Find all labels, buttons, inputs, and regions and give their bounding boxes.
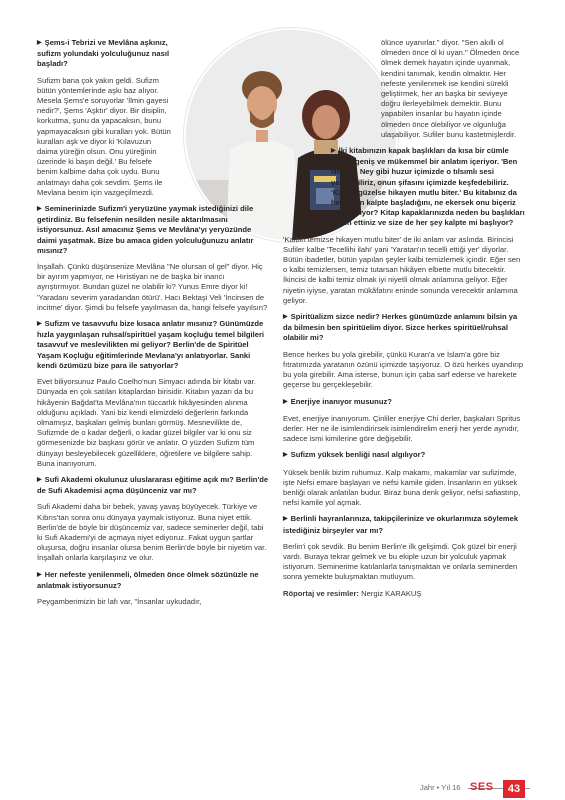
credit-label: Röportaj ve resimler: [283, 588, 359, 598]
answer-9: Yüksek benlik bizim ruhumuz. Kalp makamı, makamlar var sufizimde, işte Nefsi emare başlayan ve nefsi kamile giden. İnsanların en yüksek benliği olarak anlatılan budur. Biraz buna denk geliyor, nefsi safiastırıp, nefsi kamile yol açmak. [283, 467, 521, 508]
question-7: ▶ Spiritüalizm sizce nedir? Herkes günümüzde anlamını bilsin ya da bilmesin ben spiritüelim diyor. Sizce herkes spiritüel/ruhsal olabilir mi? [283, 312, 525, 344]
answer-2: İnşallah. Çünkü düşünsenize Mevlâna "Ne olursan ol gel" diyor. Hiç bir ayırım yapmıyor, ne Hıristiyan ne de başka bir inancı ayrıştırmıyor. Bundan güzel ne olabilir ki? Yunus Emre diyor ki! 'Yaradanı severim yaradandan ötürü'. Hacı Bektaşi Veli 'İncinsen de incitme' diyor. Şimdi bu felsefe yayılmasın da, hangi felsefe yayılsın? [37, 262, 268, 312]
question-4: ▶ Sufi Akademi okulunuz uluslararası eğitime açık mı? Berlin'de de Sufi Akademisi açma düşünceniz var mı? [37, 475, 269, 496]
question-6: ▶ İki kitabınızın kapak başlıkları da kısa bir cümle içinde geniş ve mükemmel bir anlatım içeriyor. 'Ben Neyim', Ney gibi huzur içimizde o tılsımlı sesi yaratabiliriz, onun şifasını içimizde keşfedebiliriz. 'Kalbin güzelse hikayen mutlu biter.' Bu kitabınız da her şeyin kalpte başladığını, ne ekersek onu biçeriz mi anlatıyor? Kitap kapaklarınızda neden bu başlıkları tercih ettiniz ve size de her şey kalpte mi başlıyor? [331, 146, 525, 229]
question-10: ▶ Berlinli hayranlarınıza, takipçilerinize ve okurlarımıza söylemek istediğiniz birşeyler var mı? [283, 514, 525, 535]
answer-5-start: Peygamberimizin bir lafı var, "İnsanlar uykudadır, [37, 596, 202, 606]
credit-name: Nergiz KARAKUŞ [361, 588, 422, 598]
answer-5-continued: ölünce uyanırlar." diyor. "Sen akıllı ol ölmeden önce öl ki uyan." Ölmeden önce ölmek demek hayatın içinde uyanmak, kendini tanımak, kendin olmaktır. Her nefeste yenilenmek ise kendini sürekli geliştirmek, her an başka bir seviyeye doğru ilerleyebilmek demektir. Bunu yapabilen insanlar bu hayatın içinde ölmeden önce ölebiliyor ve olgunluğa ulaşabiliyor. Sufiler bunu kastetmişlerdir. [381, 38, 520, 139]
question-3: ▶ Sufizm ve tasavvufu bize kısaca anlatır mısınız? Günümüzde hızla yaygınlaşan ruhsal/spiritüel yaşam koçluğu temel bilgileri tasavvuf ve meslevilikten mi geliyor? Berlin'de de Spiritüel Yaşam Koçluğu eğitimlerinde Mevlana'yı anlatıyorlar. Sanki kendi özümüzü bize para ile satıyorlar? [37, 319, 269, 371]
issue-label: Jahr • Yıl 16 [420, 783, 461, 792]
question-8: ▶ Enerjiye inanıyor musunuz? [283, 397, 525, 408]
answer-4: Sufi Akademi daha bir bebek, yavaş yavaş büyüyecek. Türkiye ve Kıbrıs'tan sonra onu dünyaya yaymak istiyoruz. Buna niyet ettik. Berlin'de de böyle bir düşüncemiz var, sadece seminerler değil, tabi ki Sufi Akademi'yi de açmaya niyet ediyoruz. Fakat uygun şartlar oluşursa, doğru insanlar olursa benim Berlin'de böyle bir niyetim var. İnşallah onlarla karşılaşırız ve olur. [37, 502, 267, 563]
question-5: ▶ Her nefeste yenilenmeli, ölmeden önce ölmek sözünüzle ne anlatmak istiyorsunuz? [37, 570, 269, 591]
answer-1: Sufizm bana çok yakın geldi. Sufizm bütün yöntemlerinde aşkı baz alıyor. Mesela Şems'e soruyorlar 'İlmin gayesi nedir?', Şems 'Aşktır' diyor. Bir disiplin, korkutma, şunu da yapacaksın, bunu yapmayacaksın gibi kuralları yok. Bütün kuralları aşk ve diyor ki 'Kılavuzun daima yüreğin olsun. Onu yüreğinin üzerinde ki başın değil.' Bu felsefe benim kalbime daha çok uydu. Bunu anlatmayı daha çok sevdim. Şems ile Mevlana benim için vazgeçilmezdi. [37, 75, 171, 197]
left-column [37, 38, 269, 613]
answer-7: Bence herkes bu yola girebilir, çünkü Kuran'a ve İslam'a göre biz fıtratımızda yaratanın özünü içimizde taşıyoruz. O özü herkes uyandırıp bu yola girebilir. Ama isterse, bunun için çaba sarf ederse ve harekete geçerse bu gerçekleşebilir. [283, 349, 524, 390]
answer-8: Evet, enerjiye inanıyorum. Çinliler enerjiye Chi derler, başkaları Spritus derler. Her ne ile isimlendirirsek isimlendirelim enerji her yerde aynıdır, sadece ismi kimilerine göre değişebilir. [283, 413, 521, 444]
question-1: ▶ Şems-i Tebrizi ve Mevlâna aşkınız, sufizm yolundaki yolculuğunuz nasıl başladı? [37, 38, 189, 70]
interview-credit [283, 589, 525, 599]
answer-10: Berlin'i çok sevdik. Bu benim Berlin'e ilk gelişimdi. Çok güzel bir enerji vardı. Buraya tekrar gelmek ve bu ekiple uzun bir yolculuk yapmak istiyorum. Seminerime katılanlarla tanışmaktan ve onlarla seminerden sonra yemekte buluşmaktan mutluyum. [283, 541, 518, 582]
page-footer [0, 780, 565, 800]
magazine-logo: SES [470, 781, 494, 793]
right-column [283, 38, 525, 605]
answer-6: 'Kalbin temizse hikayen mutlu biter' de iki anlam var aslında. Birincisi Sufiler kalbe 'Tecellihi ilahi' yani 'Yaratan'ın tecelli ettiği yer' diyorlar. Bütün ibadetler, bütün yapılan şeyler kalbi temizlemek içindir. Eğer sen o kalbi temizlersen, temiz tutarsan hikâyen elbette mutlu bitecektir. İkincisi de kalbi temiz olmak iyi niyetli olmak anlamına geliyor. Eğer niyetin iyiyse, yaratan mükâfatını eninde sonunda verecektir anlamına geliyor. [283, 234, 521, 305]
answer-3: Evet biliyorsunuz Paulo Coelho'nun Simyacı adında bir kitabı var. Dünyada en çok satılan kitaplardan birisidir. Kitabın yazarı da bu hikâyenin Bağdat'ta Mevlâna'nın tüccarlık hikâyesinden alınma olduğunu açıkladı. Yani biz kendi elimizdeki değerlerin farkında olmamışız, başkaları gelmiş bunları görmüş. Mesnevilikte de, Sufizmde de o kadar değerli, o kadar güzel bilgiler var ki onu siz görmesenizde biz başkası görür ve anlatır. O yüzden Sufizm tüm dünyayı besleyebilecek güzelliklere, öğretilere ve bilgilere sahip. Buna inanıyorum. [37, 377, 256, 468]
page-number: 43 [503, 780, 525, 798]
question-9: ▶ Sufizm yüksek benliği nasıl algılıyor? [283, 450, 525, 461]
question-2: ▶ Seminerinizde Sufizm'i yeryüzüne yaymak istediğinizi dile getirdiniz. Bu felsefenin nesilden nesile aktarılmasını istiyorsunuz. Asıl amacınız Şems ve Mevlâna'yı yeryüzünde daimi yaşatmak. Bize bu amaca giden yolculuğunuzu anlatır mısınız? [37, 204, 269, 256]
